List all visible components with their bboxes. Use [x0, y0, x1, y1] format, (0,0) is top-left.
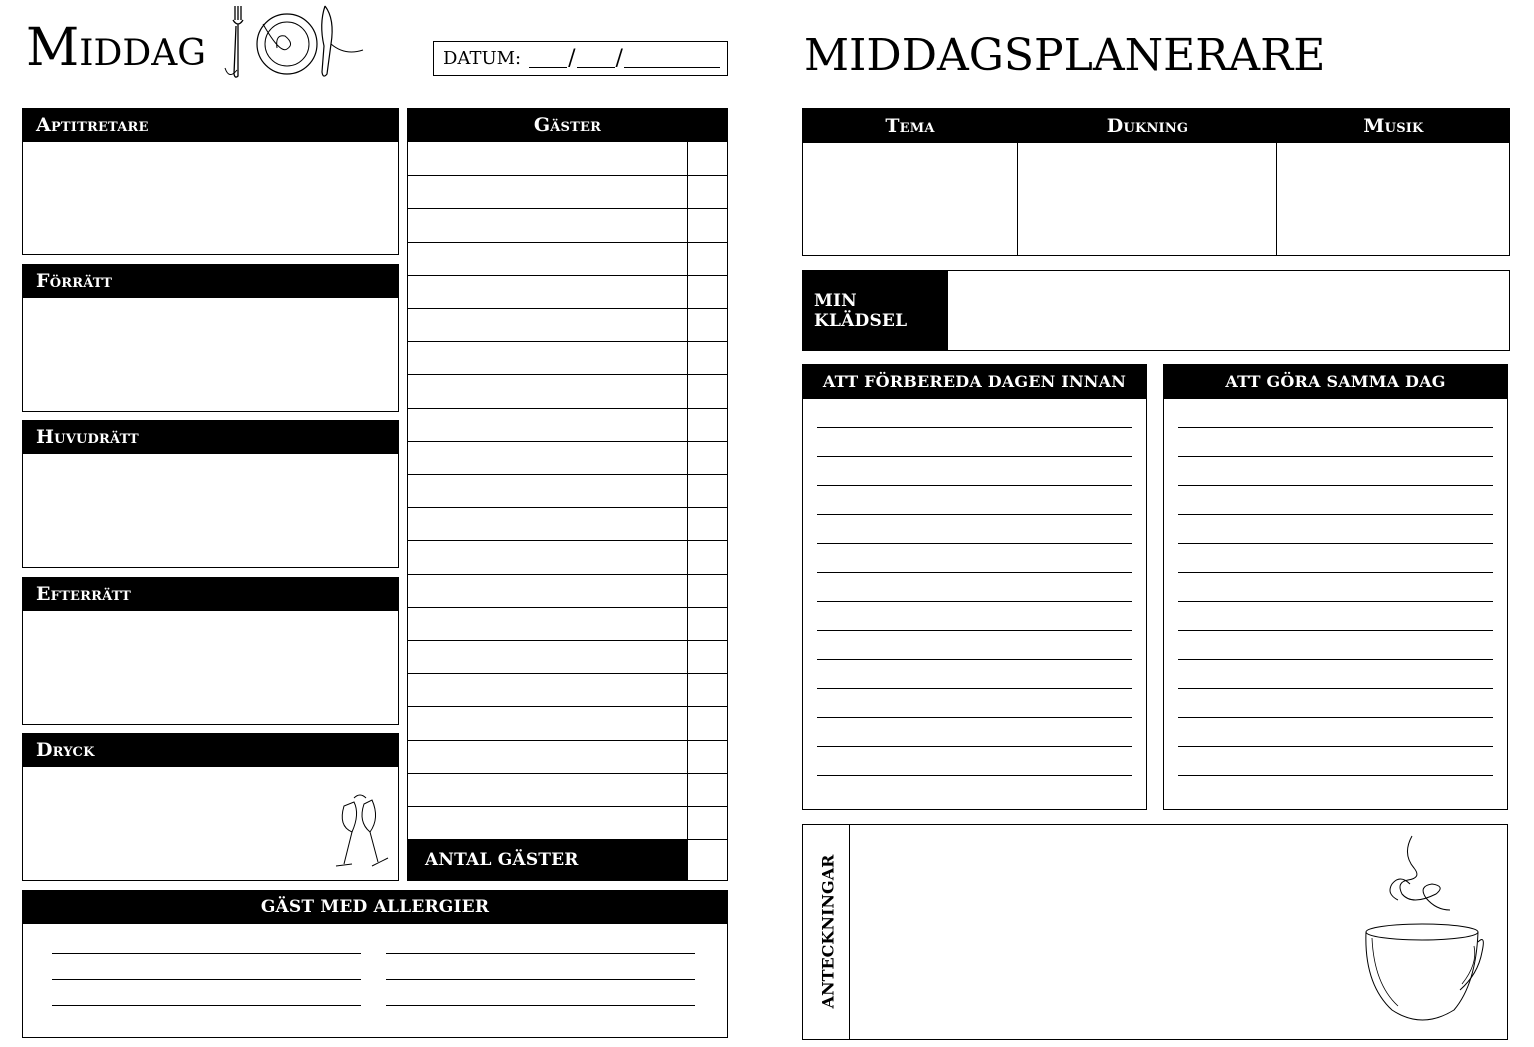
guest-row[interactable]: [408, 607, 727, 608]
guest-row[interactable]: [408, 706, 727, 707]
todo-same-day-box: [1163, 364, 1508, 810]
music-header: Musik: [1277, 108, 1510, 143]
write-line[interactable]: [1178, 427, 1493, 428]
guest-row[interactable]: [408, 773, 727, 774]
write-line[interactable]: [1178, 514, 1493, 515]
write-line[interactable]: [1178, 543, 1493, 544]
write-line[interactable]: [817, 746, 1132, 747]
theme-header: Tema: [802, 108, 1018, 143]
allergy-line[interactable]: [52, 979, 361, 980]
guest-row[interactable]: [408, 441, 727, 442]
allergy-line[interactable]: [386, 1005, 695, 1006]
coffee-cup-icon: [1362, 834, 1486, 1024]
write-line[interactable]: [1178, 746, 1493, 747]
guest-row[interactable]: [408, 574, 727, 575]
write-line[interactable]: [1178, 572, 1493, 573]
write-line[interactable]: [817, 717, 1132, 718]
date-separator: /: [615, 46, 623, 71]
write-line[interactable]: [817, 601, 1132, 602]
guest-row[interactable]: [408, 374, 727, 375]
guests-header: Gäster: [407, 108, 728, 142]
champagne-glasses-icon: [330, 792, 394, 872]
write-line[interactable]: [817, 630, 1132, 631]
main-course-header: Huvudrätt: [22, 420, 399, 454]
prep-day-before-header: ATT FÖRBEREDA DAGEN INNAN: [802, 364, 1147, 399]
guest-row[interactable]: [408, 308, 727, 309]
write-line[interactable]: [1178, 630, 1493, 631]
drinks-header: Dryck: [22, 733, 399, 767]
guest-row[interactable]: [408, 673, 727, 674]
guest-row[interactable]: [408, 640, 727, 641]
guest-row[interactable]: [408, 740, 727, 741]
write-line[interactable]: [817, 456, 1132, 457]
date-label: DATUM:: [443, 48, 522, 69]
guest-row[interactable]: [408, 507, 727, 508]
write-line[interactable]: [817, 514, 1132, 515]
guests-box: [407, 108, 728, 881]
write-line[interactable]: [817, 572, 1132, 573]
table-setting-header: Dukning: [1018, 108, 1277, 143]
dessert-header: Efterrätt: [22, 577, 399, 611]
guest-row[interactable]: [408, 806, 727, 807]
music-field[interactable]: [1278, 144, 1508, 254]
guest-row[interactable]: [408, 242, 727, 243]
write-line[interactable]: [1178, 485, 1493, 486]
write-line[interactable]: [817, 485, 1132, 486]
guest-count-label: ANTAL GÄSTER: [407, 839, 688, 881]
guest-row[interactable]: [408, 275, 727, 276]
table-setting-field[interactable]: [1019, 144, 1275, 254]
write-line[interactable]: [1178, 659, 1493, 660]
guest-row[interactable]: [408, 474, 727, 475]
page-title-middagsplanerare: MIDDAGSPLANERARE: [804, 30, 1326, 81]
allergy-line[interactable]: [386, 953, 695, 954]
write-line[interactable]: [817, 427, 1132, 428]
write-line[interactable]: [1178, 688, 1493, 689]
notes-label: ANTECKNINGAR: [818, 854, 838, 1009]
guest-row[interactable]: [408, 408, 727, 409]
notes-divider: [849, 824, 850, 1040]
write-line[interactable]: [817, 659, 1132, 660]
write-line[interactable]: [1178, 601, 1493, 602]
guest-row[interactable]: [408, 540, 727, 541]
allergy-line[interactable]: [52, 953, 361, 954]
todo-same-day-header: ATT GÖRA SAMMA DAG: [1163, 364, 1508, 399]
write-line[interactable]: [817, 688, 1132, 689]
allergy-line[interactable]: [52, 1005, 361, 1006]
allergy-line[interactable]: [386, 979, 695, 980]
write-line[interactable]: [1178, 456, 1493, 457]
fork-plate-knife-icon: [225, 4, 365, 80]
write-line[interactable]: [1178, 717, 1493, 718]
guest-check-divider: [687, 142, 688, 881]
guest-row[interactable]: [408, 175, 727, 176]
guest-row[interactable]: [408, 208, 727, 209]
appetizer-header: Aptitretare: [22, 108, 399, 142]
guest-row[interactable]: [408, 341, 727, 342]
theme-field[interactable]: [804, 144, 1016, 254]
allergies-header: GÄST MED ALLERGIER: [22, 890, 728, 924]
guest-count-field[interactable]: [689, 841, 726, 879]
prep-day-before-box: [802, 364, 1147, 810]
page-title-middag: Middag: [26, 18, 206, 78]
starter-header: Förrätt: [22, 264, 399, 298]
outfit-label: MIN KLÄDSEL: [802, 270, 948, 351]
write-line[interactable]: [817, 543, 1132, 544]
write-line[interactable]: [817, 775, 1132, 776]
date-field[interactable]: [433, 41, 728, 76]
write-line[interactable]: [1178, 775, 1493, 776]
date-separator: /: [568, 46, 576, 71]
